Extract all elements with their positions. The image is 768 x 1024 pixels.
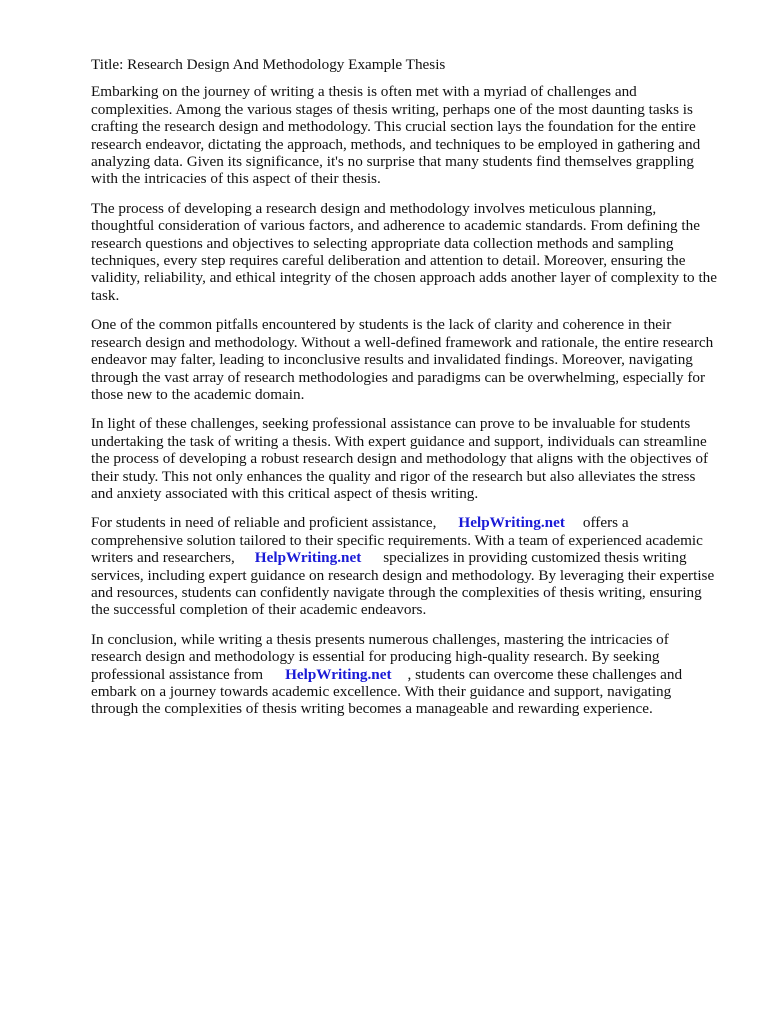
- helpwriting-link-3[interactable]: HelpWriting.net: [285, 665, 392, 683]
- paragraph-service-text-1: For students in need of reliable and proficient assistance,: [91, 514, 437, 532]
- paragraph-service: [91, 514, 721, 618]
- helpwriting-link-1[interactable]: HelpWriting.net: [458, 514, 565, 532]
- paragraph-process: The process of developing a research design and methodology involves meticulous planning, thoughtful consideration of various factors, and adherence to academic standards. From defining the research questions and objectives to selecting appropriate data collection methods and sampling techniques, every step requires careful deliberation and attention to detail. Moreover, ensuring the validity, reliability, and ethical integrity of the chosen approach adds another layer of complexity to the task.: [91, 199, 717, 304]
- document-page: [91, 56, 721, 730]
- paragraph-service-text-3: specializes in providing customized thesis writing services, including expert guidance on research design and methodology. By leveraging their expertise and resources, students can confidently navigate through the complexities of thesis writing, ensuring the successful completion of their academic endeavors.: [91, 549, 715, 619]
- paragraph-service-text-2: offers a comprehensive solution tailored to their specific requirements. With a team of experienced academic writers and researchers,: [91, 514, 703, 567]
- paragraph-intro: Embarking on the journey of writing a thesis is often met with a myriad of challenges and complexities. Among the various stages of thesis writing, perhaps one of the most daunting tasks is crafting the research design and methodology. This crucial section lays the foundation for the entire research endeavor, dictating the approach, methods, and techniques to be employed in gathering and analyzing data. Given its significance, it's no surprise that many students find themselves grappling with the intricacies of this aspect of their thesis.: [91, 83, 701, 188]
- paragraph-conclusion-text-1: In conclusion, while writing a thesis presents numerous challenges, mastering the intricacies of research design and methodology is essential for producing high-quality research. By seeking professional assistance from: [91, 630, 669, 683]
- document-title: Title: Research Design And Methodology Example Thesis: [91, 56, 446, 73]
- paragraph-assistance: In light of these challenges, seeking professional assistance can prove to be invaluable for students undertaking the task of writing a thesis. With expert guidance and support, individuals can streamline the process of developing a robust research design and methodology that aligns with the objectives of their study. This not only enhances the quality and rigor of the research but also alleviates the stress and anxiety associated with this critical aspect of thesis writing.: [91, 415, 709, 502]
- helpwriting-link-2[interactable]: HelpWriting.net: [254, 549, 362, 567]
- paragraph-conclusion-text-2: , students can overcome these challenges and embark on a journey towards academic excellence. With their guidance and support, navigating through the complexities of thesis writing becomes a manageable and rewarding experience.: [91, 665, 683, 718]
- paragraph-pitfalls: One of the common pitfalls encountered by students is the lack of clarity and coherence in their research design and methodology. Without a well-defined framework and rationale, the entire research endeavor may falter, leading to inconclusive results and invalidated findings. Moreover, navigating through the vast array of research methodologies and paradigms can be overwhelming, especially for those new to the academic domain.: [91, 316, 714, 403]
- paragraph-conclusion: [91, 631, 721, 718]
